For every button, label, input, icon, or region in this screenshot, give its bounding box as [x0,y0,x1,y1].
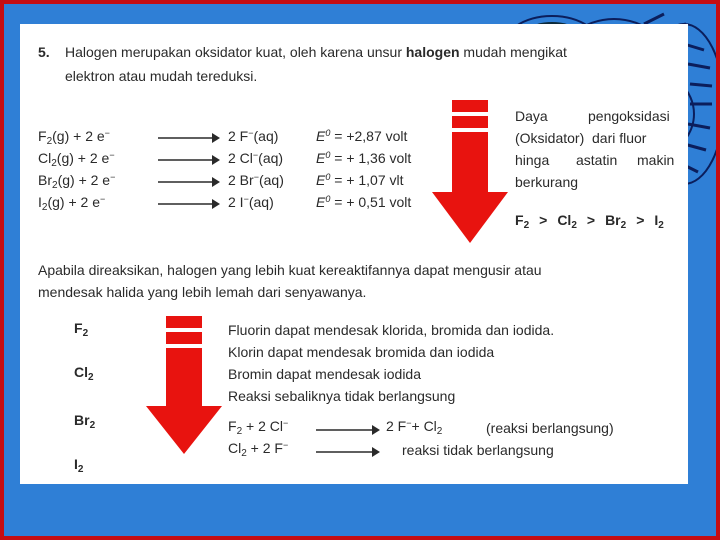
equation-reactant: $F_2(g) + 2$ e− [38,128,110,147]
equation-reactant: $Cl_2(g) + 2$ e− [38,150,115,169]
order-halogen: $F_2$ [515,212,530,231]
question-line-1: Halogen merupakan oksidator kuat, oleh karena unsur halogen mudah mengikat [65,44,567,60]
daya-line-2b: dari fluor [592,130,647,146]
example-reaction-2-note: reaksi tidak berlangsung [402,442,554,458]
oxidizing-power-decrease-arrow-icon [430,100,510,244]
example-reaction-2: $Cl_2 + 2$ F− [228,440,289,459]
equation-product: 2 F−(aq) [228,128,279,144]
displacement-statement: Fluorin dapat mendesak klorida, bromida dan iodida. [228,322,555,338]
oxidizing-order [515,212,664,231]
order-halogen: $Cl_2$ [557,212,577,231]
displacement-statement: Reaksi sebaliknya tidak berlangsung [228,388,456,404]
halogen-list-item: $I_2$ [74,456,84,475]
daya-line-2: (Oksidator) [515,130,585,146]
displacement-statement: Bromin dapat mendesak iodida [228,366,422,382]
reaction-arrow-icon [316,424,380,436]
daya-line-1b: pengoksidasi [588,108,670,124]
daya-line-4: berkurang [515,174,579,190]
equation-reactant: $Br_2(g) + 2$ e− [38,172,116,191]
equation-product: 2 Cl−(aq) [228,150,284,166]
order-separator: > [539,212,548,228]
order-separator: > [586,212,596,228]
content-card [20,24,688,484]
reaction-paragraph-line-1: Apabila direaksikan, halogen yang lebih kuat kereaktifannya dapat mengusir atau [38,262,542,278]
equation-reactant: $I_2(g) + 2$ e− [38,194,106,213]
equation-product: 2 I−(aq) [228,194,274,210]
slide-background [4,4,716,536]
displacement-statement: Klorin dapat mendesak bromida dan iodida [228,344,495,360]
question-line-2: elektron atau mudah tereduksi. [65,68,258,84]
order-halogen: $Br_2$ [605,212,627,231]
standard-potential: $E^0$ = + 1,07 vlt [316,172,404,188]
halogen-list-item: $Br_2$ [74,412,96,431]
halogen-list-item: $F_2$ [74,320,89,339]
standard-potential: $E^0 = +2,87$ volt [316,128,408,144]
example-reaction-1-note: (reaksi berlangsung) [486,420,614,436]
example-reaction-1: $F_2 + 2$ Cl− [228,418,289,437]
example-reaction-1-product: 2 $F^-+ Cl_2$ [386,418,443,437]
standard-potential: $E^0$ = + 1,36 volt [316,150,412,166]
reaction-arrow-icon [158,176,220,188]
halogen-list-item: $Cl_2$ [74,364,94,383]
equation-product: 2 Br−(aq) [228,172,284,188]
reaction-paragraph-line-2: mendesak halida yang lebih lemah dari senyawanya. [38,284,367,300]
question-number: 5. [38,44,50,60]
reaction-arrow-icon [158,154,220,166]
reactivity-decrease-arrow-icon [144,316,224,456]
daya-line-3a: hinga [515,152,550,168]
daya-line-3b: astatin [576,152,618,168]
daya-line-1: Daya [515,108,548,124]
reaction-arrow-icon [158,132,220,144]
standard-potential: $E^0$ = + 0,51 volt [316,194,412,210]
reaction-arrow-icon [158,198,220,210]
daya-line-3c: makin [637,152,675,168]
order-separator: > [636,212,645,228]
reaction-arrow-icon [316,446,380,458]
order-halogen: $I_2$ [654,212,664,231]
